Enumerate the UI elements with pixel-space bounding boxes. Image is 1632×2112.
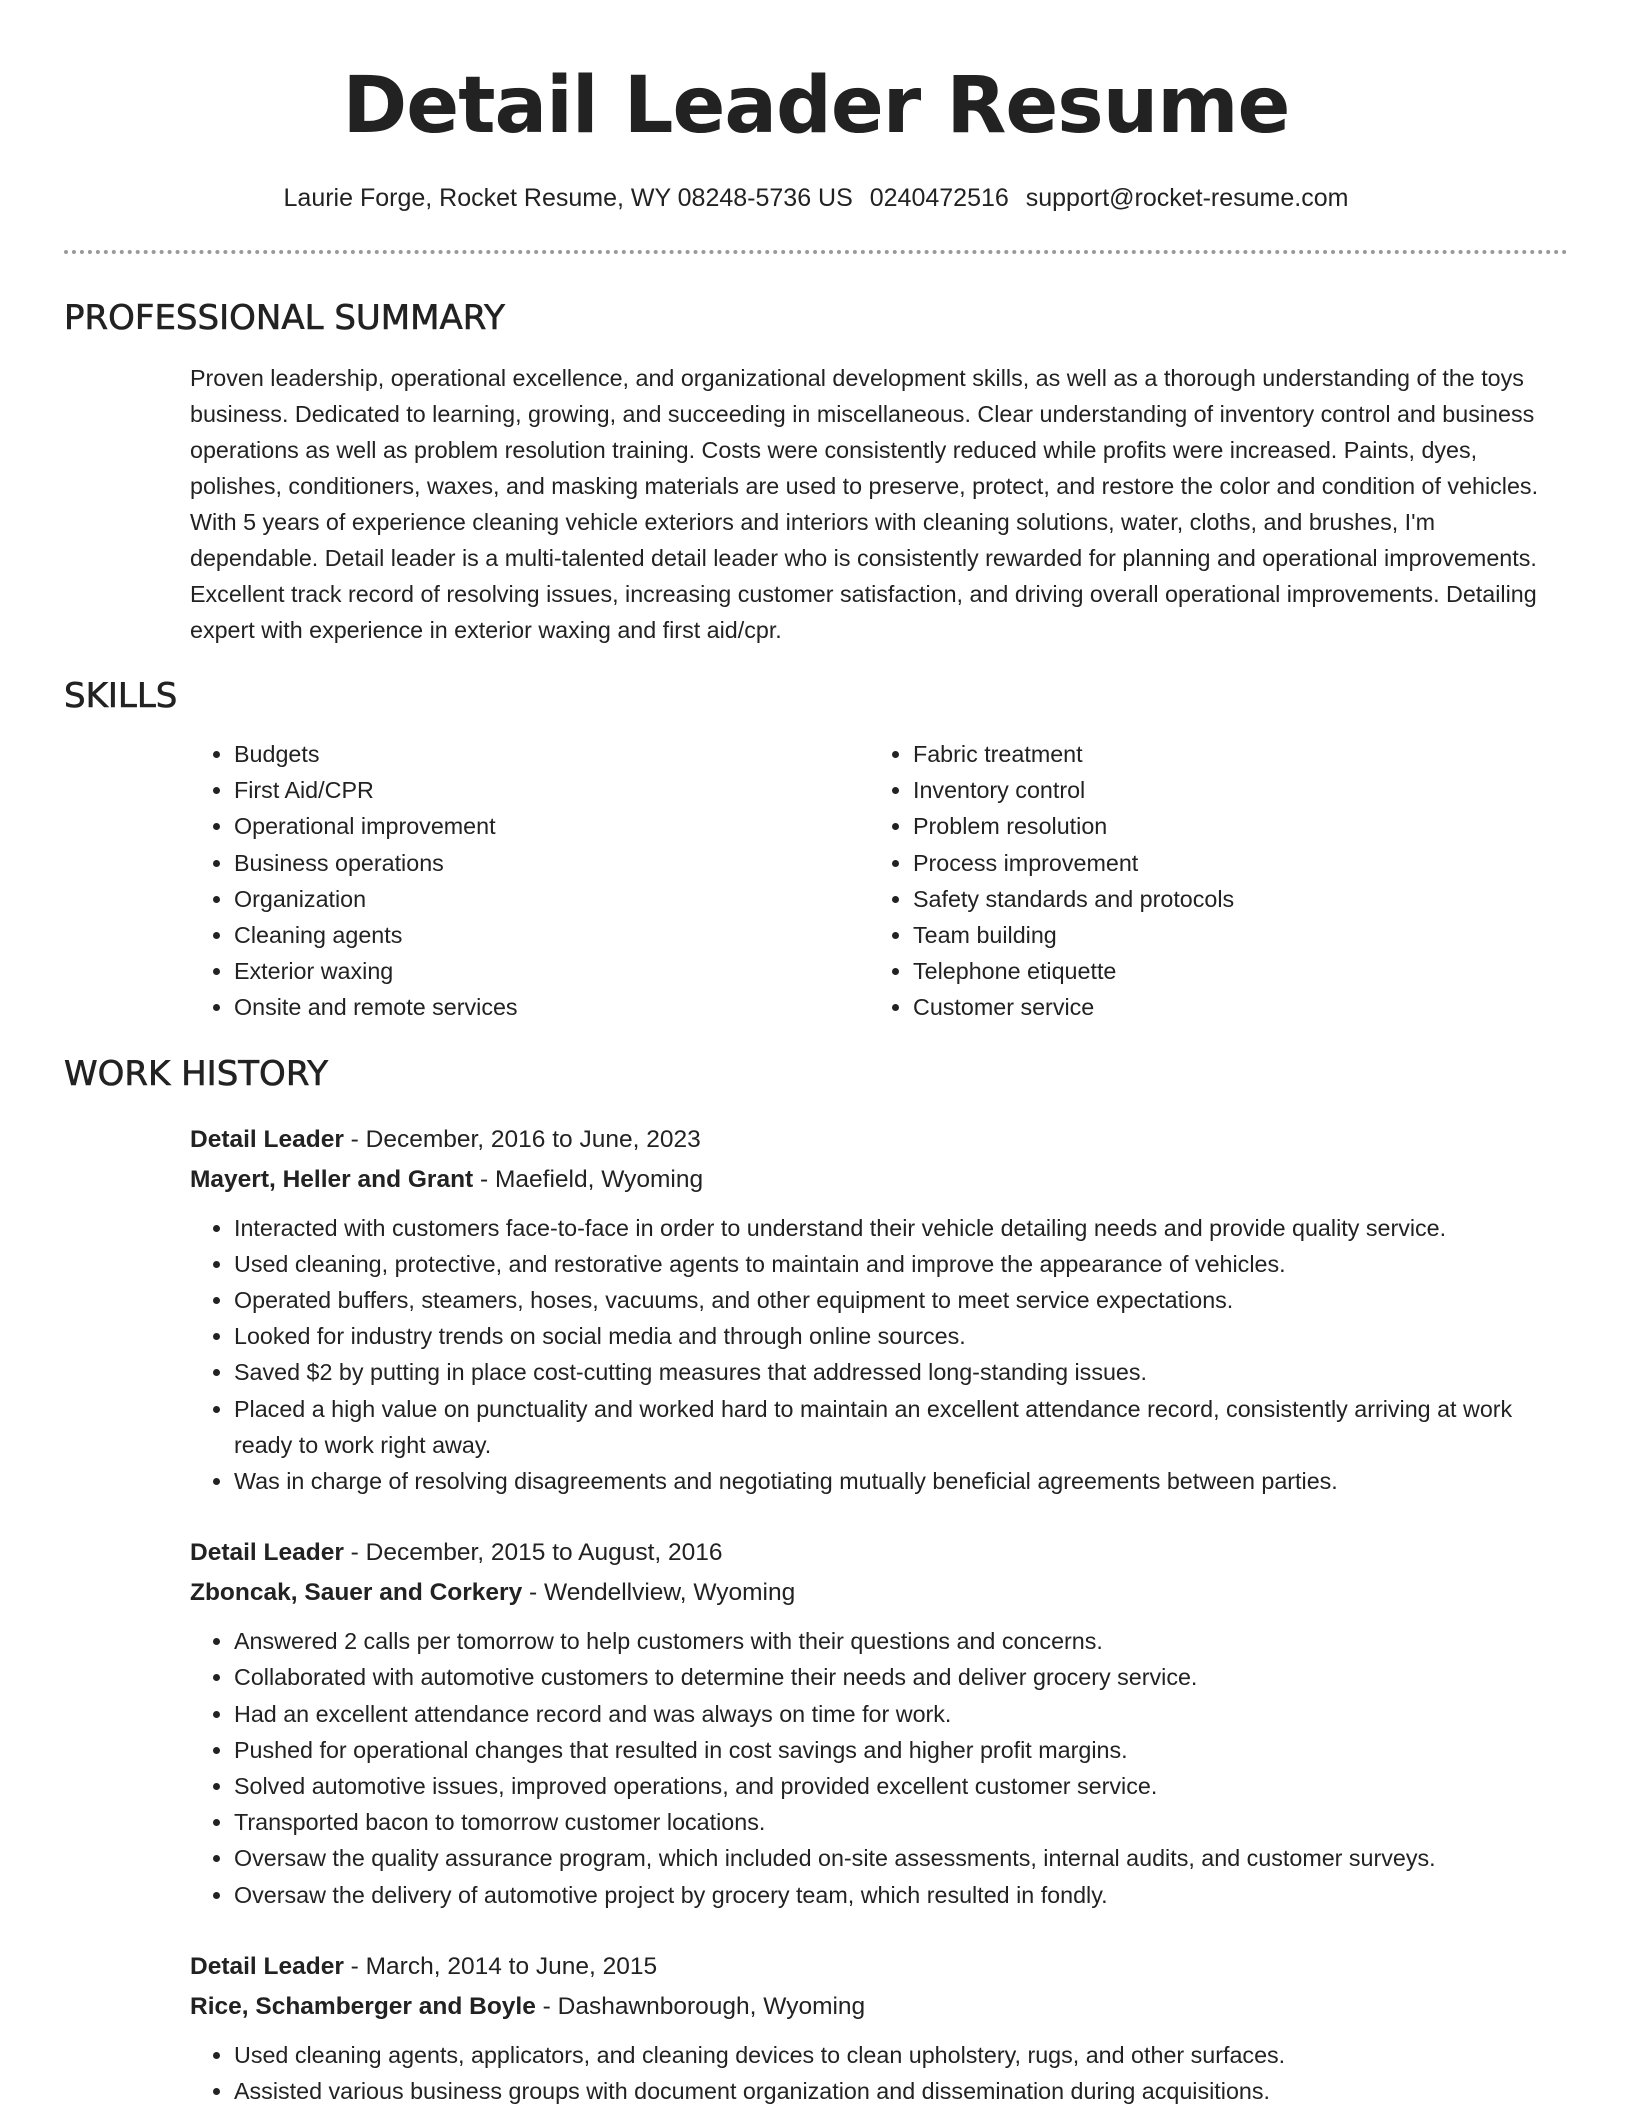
job-title: Detail Leader (190, 1952, 344, 1980)
job-bullet: • Looked for industry trends on social media and through online sources. (234, 1318, 1568, 1354)
work-history-heading: WORK HISTORY (64, 1053, 329, 1094)
job-bullet: • Collaborated with automotive customers to determine their needs and deliver grocery service. (234, 1659, 1568, 1695)
resume-title: Detail Leader Resume (342, 61, 1290, 151)
job-entry (190, 1947, 1568, 2109)
skill-item: • Business operations (234, 845, 869, 881)
job-company: Mayert, Heller and Grant (190, 1165, 474, 1193)
job-bullet: • Operated buffers, steamers, hoses, vacuums, and other equipment to meet service expectations. (234, 1282, 1568, 1318)
skill-item: • Cleaning agents (234, 917, 869, 953)
job-title-line (190, 1120, 1568, 1160)
skill-item: • Exterior waxing (234, 953, 869, 989)
job-bullet: • Placed a high value on punctuality and worked hard to maintain an excellent attendance record, consistently arriving at work ready to work right away. (234, 1391, 1568, 1463)
skills-list (190, 736, 1568, 1026)
skill-item: • Problem resolution (913, 808, 1234, 844)
job-bullets (190, 2037, 1568, 2109)
job-company-line (190, 1987, 1568, 2027)
skill-item: • Safety standards and protocols (913, 881, 1234, 917)
job-entry (190, 1533, 1568, 1913)
contact-address: Laurie Forge, Rocket Resume, WY 08248-5736 US (283, 184, 853, 212)
skills-heading: SKILLS (64, 676, 178, 716)
header-divider (64, 250, 1568, 254)
skills-column-2 (869, 736, 1234, 1026)
contact-email: support@rocket-resume.com (1025, 184, 1349, 212)
job-bullet: • Saved $2 by putting in place cost-cutting measures that addressed long-standing issues. (234, 1354, 1568, 1390)
skill-item: • Fabric treatment (913, 736, 1234, 772)
job-bullet: • Used cleaning, protective, and restorative agents to maintain and improve the appearance of vehicles. (234, 1246, 1568, 1282)
job-bullet: • Had an excellent attendance record and was always on time for work. (234, 1696, 1568, 1732)
skill-item: • Operational improvement (234, 808, 869, 844)
summary-heading: PROFESSIONAL SUMMARY (64, 298, 505, 338)
skill-item: • Organization (234, 881, 869, 917)
job-bullet: • Transported bacon to tomorrow customer locations. (234, 1804, 1568, 1840)
skill-item: • Process improvement (913, 845, 1234, 881)
job-title-line (190, 1947, 1568, 1987)
skill-item: • First Aid/CPR (234, 772, 869, 808)
job-bullet: • Oversaw the delivery of automotive project by grocery team, which resulted in fondly. (234, 1877, 1568, 1913)
job-bullet: • Oversaw the quality assurance program, which included on-site assessments, internal audits, and customer surveys. (234, 1840, 1568, 1876)
resume-page (64, 0, 1568, 2109)
job-entry (190, 1120, 1568, 1500)
job-bullet: • Assisted various business groups with document organization and dissemination during acquisitions. (234, 2073, 1568, 2109)
job-bullet: • Answered 2 calls per tomorrow to help customers with their questions and concerns. (234, 1623, 1568, 1659)
skill-item: • Customer service (913, 989, 1234, 1025)
skill-item: • Inventory control (913, 772, 1234, 808)
job-bullet: • Used cleaning agents, applicators, and cleaning devices to clean upholstery, rugs, and other surfaces. (234, 2037, 1568, 2073)
contact-phone: 0240472516 (869, 184, 1009, 212)
job-bullet: • Interacted with customers face-to-face in order to understand their vehicle detailing needs and provide quality service. (234, 1210, 1568, 1246)
job-bullets (190, 1623, 1568, 1913)
job-location: - Wendellview, Wyoming (522, 1579, 796, 1607)
job-dates: - December, 2015 to August, 2016 (343, 1539, 723, 1567)
skill-item: • Telephone etiquette (913, 953, 1234, 989)
job-location: - Maefield, Wyoming (473, 1165, 704, 1193)
job-dates: - December, 2016 to June, 2023 (343, 1125, 701, 1153)
job-company-line (190, 1573, 1568, 1613)
skill-item: • Budgets (234, 736, 869, 772)
job-location: - Dashawnborough, Wyoming (535, 1992, 866, 2020)
job-bullet: • Was in charge of resolving disagreements and negotiating mutually beneficial agreements between parties. (234, 1463, 1568, 1499)
job-dates: - March, 2014 to June, 2015 (343, 1952, 658, 1980)
job-title: Detail Leader (190, 1125, 344, 1153)
job-company-line (190, 1160, 1568, 1200)
job-bullets (190, 1210, 1568, 1500)
job-bullet: • Solved automotive issues, improved operations, and provided excellent customer service. (234, 1768, 1568, 1804)
skill-item: • Onsite and remote services (234, 989, 869, 1025)
job-bullet: • Pushed for operational changes that resulted in cost savings and higher profit margins. (234, 1732, 1568, 1768)
contact-line (64, 180, 1568, 216)
job-title-line (190, 1533, 1568, 1573)
summary-text: Proven leadership, operational excellence, and organizational development skills, as well as a thorough understanding of the toys business. Dedicated to learning, growing, and succeeding in miscellaneous. Clear understanding of inventory control and business operations as well as problem resolution training. Costs were consistently reduced while profits were increased. Paints, dyes, polishes, conditioners, waxes, and masking materials are used to preserve, protect, and restore the color and condition of vehicles. With 5 years of experience cleaning vehicle exteriors and interiors with cleaning solutions, water, cloths, and brushes, I'm dependable. Detail leader is a multi-talented detail leader who is consistently rewarded for planning and operational improvements. Excellent track record of resolving issues, increasing customer satisfaction, and driving overall operational improvements. Detailing expert with experience in exterior waxing and first aid/cpr. (190, 365, 1539, 643)
skill-item: • Team building (913, 917, 1234, 953)
job-title: Detail Leader (190, 1539, 344, 1567)
job-company: Rice, Schamberger and Boyle (190, 1992, 536, 2020)
skills-column-1 (190, 736, 869, 1026)
job-company: Zboncak, Sauer and Corkery (190, 1579, 523, 1607)
